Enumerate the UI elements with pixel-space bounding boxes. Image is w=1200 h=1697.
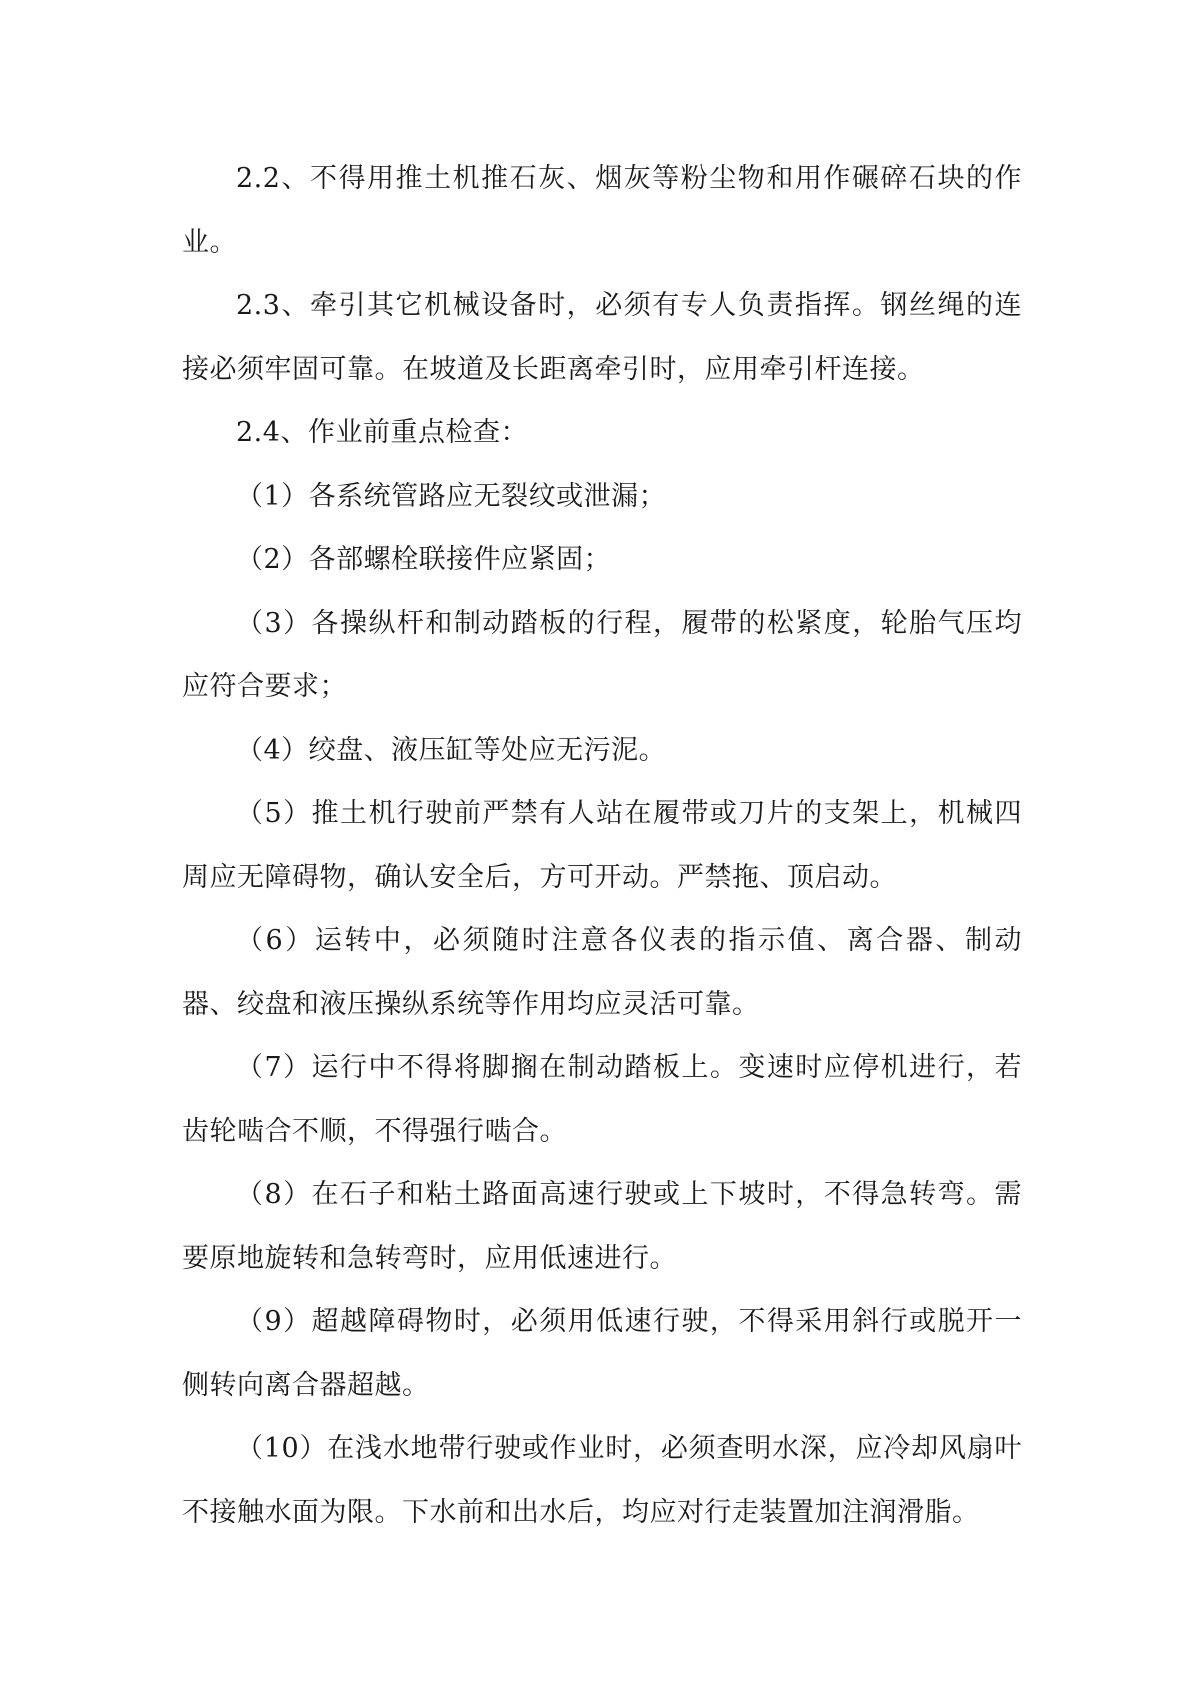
list-item-5: （5）推土机行驶前严禁有人站在履带或刀片的支架上，机械四周应无障碍物，确认安全后，方可开动。严禁拖、顶启动。 xyxy=(182,798,1022,893)
list-item-8: （8）在石子和粘土路面高速行驶或上下坡时，不得急转弯。需要原地旋转和急转弯时，应用低速进行。 xyxy=(182,1179,1022,1274)
list-item-9: （9）超越障碍物时，必须用低速行驶，不得采用斜行或脱开一侧转向离合器超越。 xyxy=(182,1306,1022,1401)
list-item-2: （2）各部螺栓联接件应紧固； xyxy=(236,544,612,575)
paragraph-2-3: 2.3、牵引其它机械设备时，必须有专人负责指挥。钢丝绳的连接必须牢固可靠。在坡道及长距离牵引时，应用牵引杆连接。 xyxy=(182,290,1022,385)
paragraph-2-4: 2.4、作业前重点检查： xyxy=(236,417,528,448)
list-item-7: （7）运行中不得将脚搁在制动踏板上。变速时应停机进行，若齿轮啮合不顺，不得强行啮合。 xyxy=(182,1052,1022,1147)
list-item-4: （4）绞盘、液压缸等处应无污泥。 xyxy=(236,734,667,766)
document-body xyxy=(182,147,1022,1544)
list-item-3: （3）各操纵杆和制动踏板的行程，履带的松紧度，轮胎气压均应符合要求； xyxy=(182,607,1022,702)
list-item-6: （6）运转中，必须随时注意各仪表的指示值、离合器、制动器、绞盘和液压操纵系统等作用均应灵活可靠。 xyxy=(182,925,1022,1020)
list-item-1: （1）各系统管路应无裂纹或泄漏； xyxy=(236,480,667,512)
paragraph-2-2: 2.2、不得用推土机推石灰、烟灰等粉尘物和用作碾碎石块的作业。 xyxy=(182,163,1022,258)
list-item-10: （10）在浅水地带行驶或作业时，必须查明水深，应冷却风扇叶不接触水面为限。下水前和出水后，均应对行走装置加注润滑脂。 xyxy=(182,1433,1022,1528)
